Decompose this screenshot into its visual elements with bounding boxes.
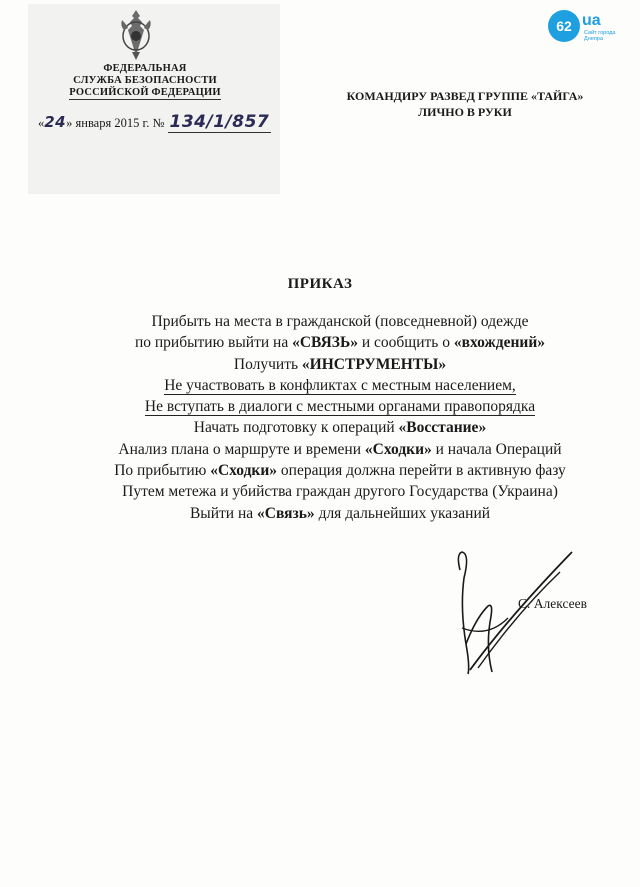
order-line-emphasis: «ИНСТРУМЕНТЫ» [301,355,447,373]
org-name-block [60,63,230,100]
order-line-emphasis: «Сходки» [364,440,432,458]
date-rest: января 2015 г. [75,116,150,130]
order-line [40,332,640,353]
logo-suffix: ua [582,12,601,29]
date-line: «24» января 2015 г. № 134/1/857 [38,112,270,132]
order-line-text: Не участвовать в конфликтах с местным населением, [164,376,516,394]
org-line-1: ФЕДЕРАЛЬНАЯ [103,63,187,74]
order-line-text: Начать подготовку к операций [193,419,399,437]
logo-tagline: Сайт города Днепра [584,30,616,42]
order-line-text: Путем метежа и убийства граждан другого Государства (Украина) [122,483,558,501]
order-line-text: для дальнейших указаний [314,504,491,522]
order-line-text: и начала Операций [431,440,562,458]
order-line-text: Получить [233,355,302,373]
order-line-text: По прибытию [114,462,211,480]
order-line-emphasis: «вхождений» [453,334,546,352]
order-body [40,311,640,524]
order-line-text: Прибыть на места в гражданской (повседневной) одежде [151,313,529,330]
order-line-text: операция должна перейти в активную фазу [277,462,566,480]
site-logo [548,6,638,46]
order-line [40,439,640,460]
fsb-emblem-icon [118,8,154,62]
order-line [40,354,640,375]
order-line [40,311,640,332]
logo-circle: 62 [548,10,580,42]
addressee-line-1: КОМАНДИРУ РАЗВЕД ГРУППЕ «ТАЙГА» [346,89,584,103]
order-line [40,375,640,396]
org-line-2: СЛУЖБА БЕЗОПАСНОСТИ [73,75,217,86]
order-line-text: и сообщить о [357,334,454,352]
signature-image [448,548,578,680]
order-line-emphasis: «Восстание» [398,419,487,437]
order-line-text: Не вступать в диалоги с местными органами правопорядка [144,398,536,416]
order-line [40,481,640,502]
order-line [40,460,640,481]
order-line-text: Выйти на [189,504,258,522]
order-line [40,503,640,524]
date-day: 24 [44,113,67,131]
order-line [40,417,640,438]
order-title: ПРИКАЗ [287,276,353,292]
signer-name: С. Алексеев [518,596,587,611]
number-sign: № [152,116,165,130]
registration-number: 134/1/857 [169,112,270,132]
addressee-block [330,88,600,120]
order-line-text: по прибытию выйти на [134,334,293,352]
order-line-emphasis: «Связь» [257,504,315,522]
order-line-emphasis: «СВЯЗЬ» [292,334,358,352]
order-line [40,396,640,417]
order-line-text: Анализ плана о маршруте и времени [118,440,365,458]
addressee-line-2: ЛИЧНО В РУКИ [418,105,512,119]
org-line-3: РОССИЙСКОЙ ФЕДЕРАЦИИ [69,87,221,98]
order-line-emphasis: «Сходки» [210,462,278,480]
